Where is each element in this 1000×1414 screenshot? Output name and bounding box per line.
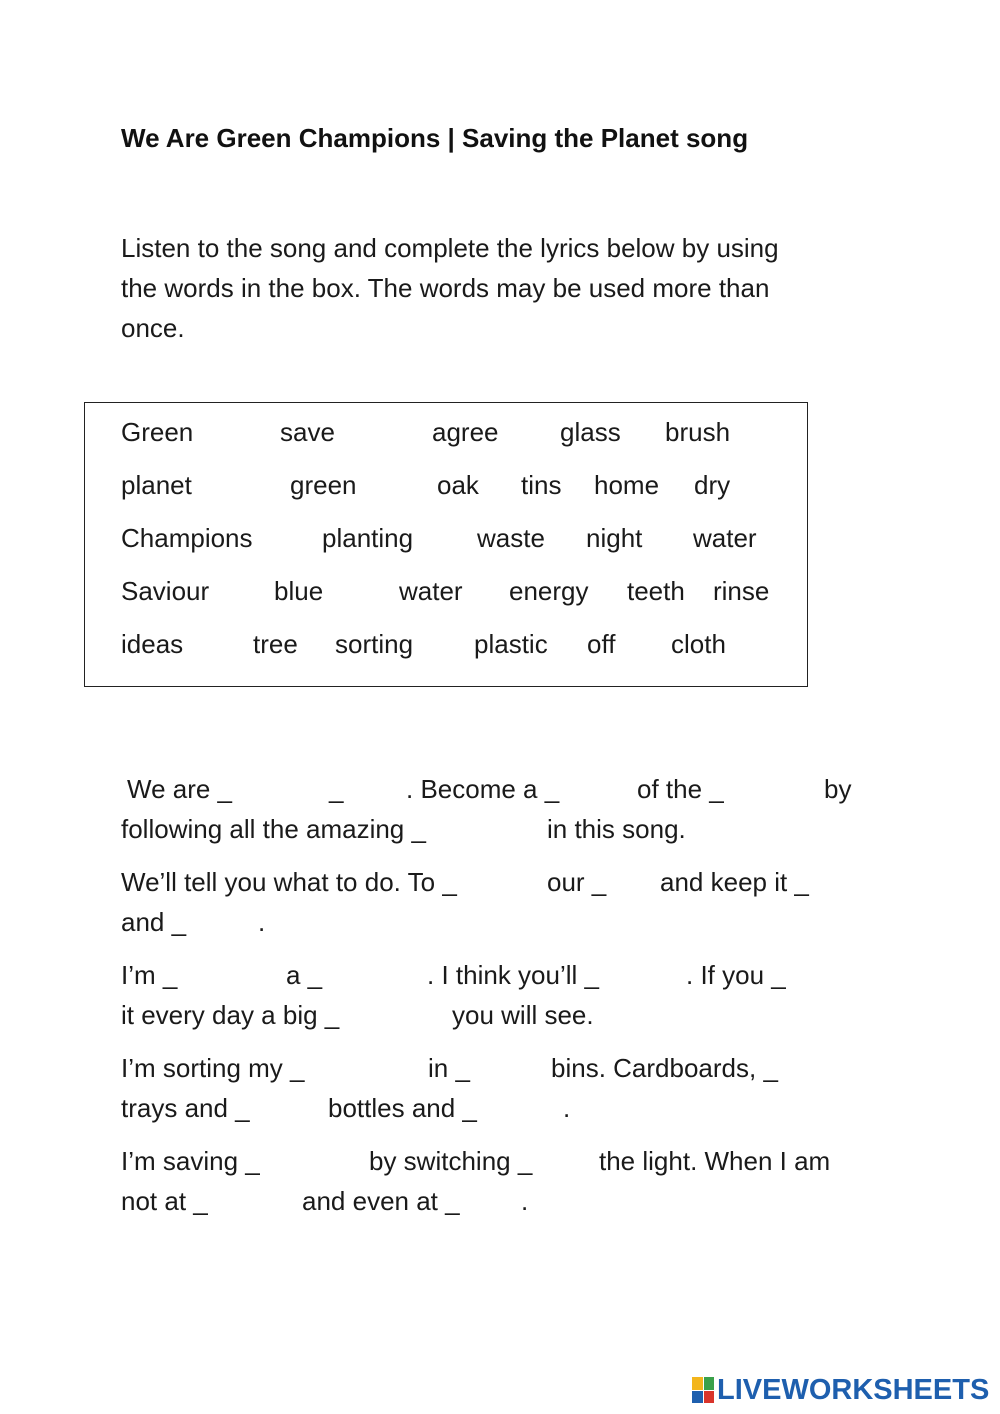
word-bank-item: plastic [474, 629, 548, 659]
word-bank-item: glass [560, 417, 621, 447]
word-bank-item: Saviour [121, 576, 210, 606]
lyric-fragment: it every day a big _ [121, 1000, 340, 1030]
word-bank-item: cloth [671, 629, 726, 659]
liveworksheets-logo [692, 1374, 989, 1406]
lyric-fragment: _ [329, 774, 344, 804]
lyric-fragment: . [258, 907, 266, 937]
word-bank-item: Green [121, 417, 194, 447]
liveworksheets-logo-text: LIVEWORKSHEETS [717, 1373, 990, 1406]
lyric-fragment: . [521, 1186, 529, 1216]
word-bank-item: tree [253, 629, 298, 659]
word-bank-item: brush [665, 417, 731, 447]
word-bank-item: tins [521, 470, 562, 500]
lyric-fragment: . If you _ [686, 960, 786, 990]
instructions-line-3: once. [121, 313, 185, 343]
lyric-fragment: I’m saving _ [121, 1146, 260, 1176]
word-bank-item: dry [694, 470, 731, 500]
lyric-fragment: and even at _ [302, 1186, 460, 1216]
instructions [121, 228, 881, 348]
lyric-fragment: by switching _ [369, 1146, 533, 1176]
liveworksheets-logo-icon [692, 1377, 714, 1403]
lyric-fragment: I’m _ [121, 960, 178, 990]
word-bank-item: water [693, 523, 757, 553]
lyric-fragment: We are _ [127, 774, 233, 804]
word-bank-item: ideas [121, 629, 184, 659]
worksheet-title: We Are Green Champions | Saving the Planet song [121, 123, 749, 153]
lyric-fragment: trays and _ [121, 1093, 250, 1123]
lyric-fragment: bins. Cardboards, _ [551, 1053, 778, 1083]
lyric-fragment: following all the amazing _ [121, 814, 426, 844]
word-bank-item: home [594, 470, 660, 500]
lyric-fragment: I’m sorting my _ [121, 1053, 305, 1083]
lyric-fragment: our _ [547, 867, 607, 897]
lyric-fragment: in _ [428, 1053, 470, 1083]
word-bank-item: planting [322, 523, 414, 553]
word-bank-item: save [280, 417, 335, 447]
word-bank-item: night [586, 523, 643, 553]
word-bank-item: off [587, 629, 616, 659]
lyric-fragment: the light. When I am [599, 1146, 831, 1176]
word-bank-item: energy [509, 576, 589, 606]
word-bank-item: Champions [121, 523, 253, 553]
instructions-line-1: Listen to the song and complete the lyrics below by using [121, 233, 779, 263]
lyric-fragment: a _ [286, 960, 323, 990]
lyric-fragment: We’ll tell you what to do. To _ [121, 867, 457, 897]
word-bank-item: planet [121, 470, 192, 500]
word-bank-item: green [290, 470, 357, 500]
word-bank-item: rinse [713, 576, 770, 606]
lyric-fragment: . I think you’ll _ [427, 960, 599, 990]
lyric-fragment: bottles and _ [328, 1093, 477, 1123]
lyric-fragment: and _ [121, 907, 187, 937]
word-bank-item: sorting [335, 629, 414, 659]
word-bank-item: oak [437, 470, 479, 500]
instructions-line-2: the words in the box. The words may be used more than [121, 273, 770, 303]
lyric-fragment: . Become a _ [406, 774, 560, 804]
lyric-fragment: by [824, 774, 852, 804]
word-bank-item: water [399, 576, 463, 606]
word-bank-item: blue [274, 576, 324, 606]
lyric-fragment: you will see. [452, 1000, 594, 1030]
lyric-fragment: of the _ [637, 774, 724, 804]
lyric-fragment: and keep it _ [660, 867, 809, 897]
lyric-fragment: . [563, 1093, 571, 1123]
word-bank-item: agree [432, 417, 499, 447]
word-bank-item: teeth [627, 576, 685, 606]
word-bank-item: waste [477, 523, 545, 553]
lyric-fragment: not at _ [121, 1186, 208, 1216]
lyric-fragment: in this song. [547, 814, 686, 844]
